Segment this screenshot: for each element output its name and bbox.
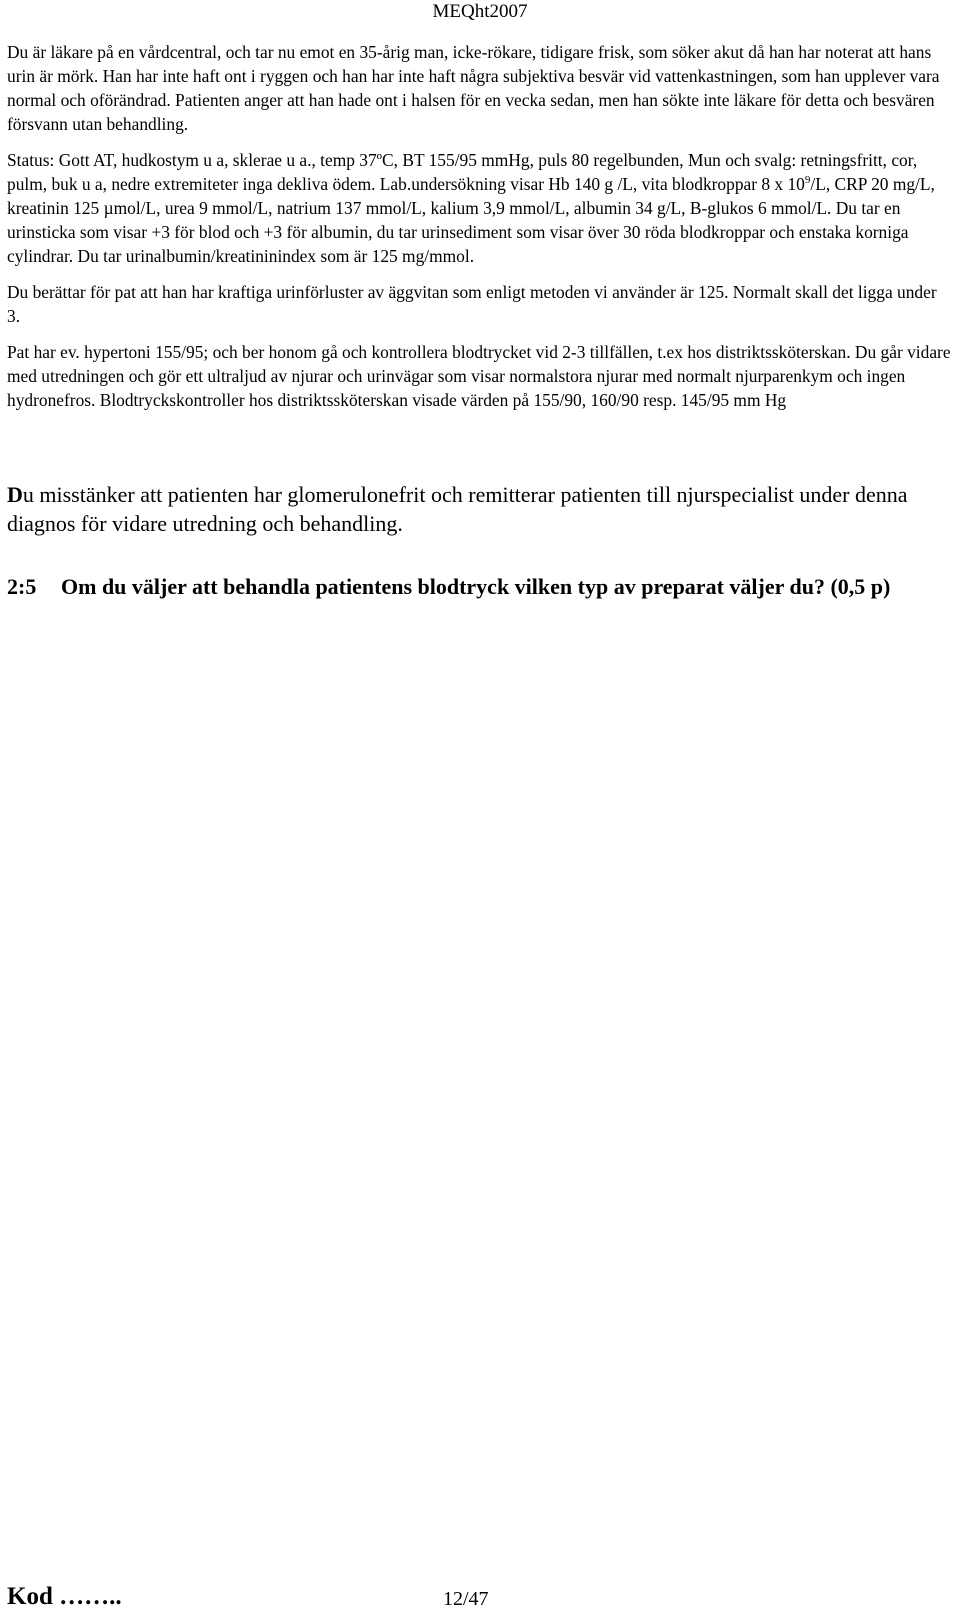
document-title: MEQht2007: [432, 1, 528, 22]
question-text: Om du väljer att behandla patientens blodtryck vilken typ av preparat väljer du? (0,5 p): [61, 574, 891, 599]
page-header: [0, 0, 960, 24]
diagnosis-initial: D: [7, 482, 23, 507]
hypertension-paragraph: Pat har ev. hypertoni 155/95; och ber honom gå och kontrollera blodtrycket vid 2-3 tillfällen, t.ex hos distriktssköterskan. Du går vidare med utredningen och gör ett ultraljud av njurar och urinvägar som visar normalstora njurar med normalt njurparenkym och ingen hydronefros. Blodtryckskontroller hos distriktssköterskan visade värden på 155/90, 160/90 resp. 145/95 mm Hg: [7, 342, 951, 410]
code-field: Kod ……..: [7, 1583, 122, 1610]
status-text-start: Status: Gott AT, hudkostym u a, sklerae u a., temp 37ºC, BT 155/95 mmHg, puls 80 regelbunden, Mun och svalg: retningsfritt, cor, pulm, buk u a, nedre extremiteter inga dekliva ödem. Lab.undersökning visar Hb 140 g /L, vita blodkroppar 8 x 10: [7, 150, 918, 194]
case-description: [7, 40, 952, 424]
question-number: 2:5: [7, 574, 37, 599]
status-paragraph: [7, 148, 952, 268]
diagnosis-paragraph: [7, 480, 952, 538]
case-intro-paragraph: Du är läkare på en vårdcentral, och tar nu emot en 35-årig man, icke-rökare, tidigare frisk, som söker akut då han har noterat att hans urin är mörk. Han har inte haft ont i ryggen och han har inte haft några subjektiva besvär vid vattenkastningen, som han upplever vara normal och oförändrad. Patienten anger att han hade ont i halsen för en vecka sedan, men han sökte inte läkare för detta och besvären försvann utan behandling.: [7, 42, 940, 134]
status-text-end: /L, CRP 20 mg/L, kreatinin 125 µmol/L, urea 9 mmol/L, natrium 137 mmol/L, kalium 3,9 mmol/L, albumin 34 g/L, B-glukos 6 mmol/L. Du tar en urinsticka som visar +3 för blod och +3 för albumin, du tar urinsediment som visar över 30 röda blodkroppar och enstaka korniga cylindrar. Du tar urinalbumin/kreatininindex som är 125 mg/mmol.: [7, 174, 935, 266]
page-number: 12/47: [443, 1588, 489, 1610]
question-block: [7, 572, 952, 601]
exponent: 9: [804, 174, 811, 187]
page-footer: [7, 1582, 952, 1612]
diagnosis-text: u misstänker att patienten har glomerulonefrit och remitterar patienten till njurspecialist under denna diagnos för vidare utredning och behandling.: [7, 482, 908, 536]
info-paragraph: Du berättar för pat att han har kraftiga urinförluster av äggvitan som enligt metoden vi använder är 125. Normalt skall det ligga under 3.: [7, 282, 937, 326]
